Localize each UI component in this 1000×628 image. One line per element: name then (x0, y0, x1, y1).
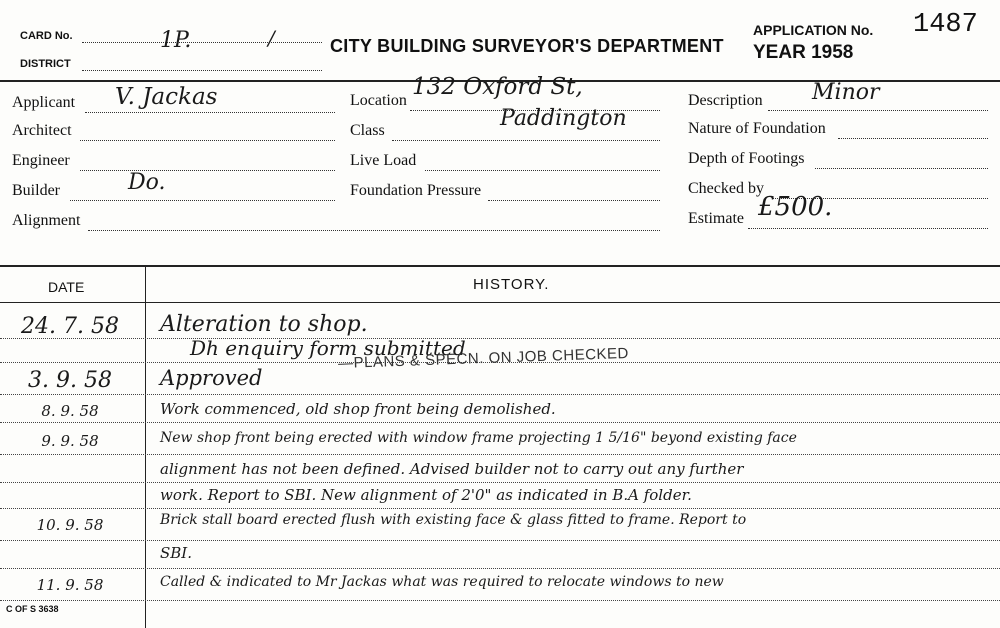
application-label: APPLICATION No. (753, 22, 874, 38)
applicant-value: V. Jackas (115, 84, 218, 110)
engineer-line (80, 170, 335, 171)
card-no-value: 1P. (160, 28, 192, 53)
row-rule (0, 394, 1000, 395)
description-value: Minor (812, 80, 880, 105)
architect-label: Architect (12, 122, 72, 139)
description-line (768, 110, 988, 111)
row-rule (0, 454, 1000, 455)
row-text: Alteration to shop. (160, 312, 368, 337)
row-date: 8. 9. 58 (41, 402, 99, 420)
alignment-line (88, 230, 660, 231)
row-text: Approved (160, 366, 263, 390)
depth-of-footings-label: Depth of Footings (688, 150, 805, 167)
class-value: Paddington (500, 106, 627, 131)
table-header-rule (0, 302, 1000, 303)
architect-line (80, 140, 335, 141)
estimate-label: Estimate (688, 210, 744, 227)
form-code: C OF S 3638 (6, 604, 59, 614)
district-line (82, 70, 322, 71)
year-label: YEAR 1958 (753, 42, 854, 63)
history-header: HISTORY. (473, 276, 550, 293)
location-value: 132 Oxford St, (412, 74, 583, 100)
engineer-label: Engineer (12, 152, 70, 169)
applicant-label: Applicant (12, 94, 76, 111)
live-load-line (425, 170, 660, 171)
checked-by-label: Checked by (688, 180, 764, 197)
row-date: 3. 9. 58 (28, 368, 112, 393)
application-number: 1487 (913, 10, 978, 40)
applicant-line (85, 112, 335, 113)
foundation-pressure-line (488, 200, 660, 201)
date-column-divider (145, 265, 146, 628)
alignment-label: Alignment (12, 212, 81, 229)
plans-checked-stamp: —PLANS & SPECN. ON JOB CHECKED (337, 344, 630, 373)
builder-label: Builder (12, 182, 60, 199)
row-rule (0, 568, 1000, 569)
estimate-line (748, 228, 988, 229)
row-date: 9. 9. 58 (41, 432, 99, 450)
district-label: DISTRICT (20, 58, 71, 70)
row-text: SBI. (160, 544, 192, 562)
nature-of-foundation-label: Nature of Foundation (688, 120, 826, 137)
row-text: alignment has not been defined. Advised builder not to carry out any further (160, 460, 744, 478)
builder-line (70, 200, 335, 201)
row-text: Dh enquiry form submitted (190, 336, 466, 360)
row-date: 11. 9. 58 (36, 576, 104, 594)
date-header: DATE (48, 279, 85, 295)
fields-rule (0, 265, 1000, 267)
class-line (392, 140, 660, 141)
live-load-label: Live Load (350, 152, 417, 169)
row-text: Brick stall board erected flush with existing face & glass fitted to frame. Report to (160, 512, 747, 528)
location-label: Location (350, 92, 407, 109)
row-rule (0, 540, 1000, 541)
row-text: Called & indicated to Mr Jackas what was required to relocate windows to new (160, 574, 724, 590)
card-no-line (82, 42, 322, 43)
card-no-mark: / (268, 26, 275, 50)
builder-value: Do. (128, 170, 166, 195)
row-text: New shop front being erected with window frame projecting 1 5/16" beyond existing face (160, 430, 797, 446)
nature-of-foundation-line (838, 138, 988, 139)
department-title: CITY BUILDING SURVEYOR'S DEPARTMENT (330, 36, 724, 56)
foundation-pressure-label: Foundation Pressure (350, 182, 482, 199)
row-date: 24. 7. 58 (21, 314, 119, 339)
row-rule (0, 482, 1000, 483)
row-date: 10. 9. 58 (36, 516, 104, 534)
row-rule (0, 338, 1000, 339)
row-rule (0, 508, 1000, 509)
depth-of-footings-line (815, 168, 988, 169)
row-text: Work commenced, old shop front being demolished. (160, 400, 556, 418)
row-text: work. Report to SBI. New alignment of 2'0" as indicated in B.A folder. (160, 486, 692, 504)
card-no-label: CARD No. (20, 30, 73, 42)
row-rule (0, 422, 1000, 423)
class-label: Class (350, 122, 385, 139)
estimate-value: £500. (758, 192, 833, 222)
row-rule (0, 600, 1000, 601)
description-label: Description (688, 92, 763, 109)
